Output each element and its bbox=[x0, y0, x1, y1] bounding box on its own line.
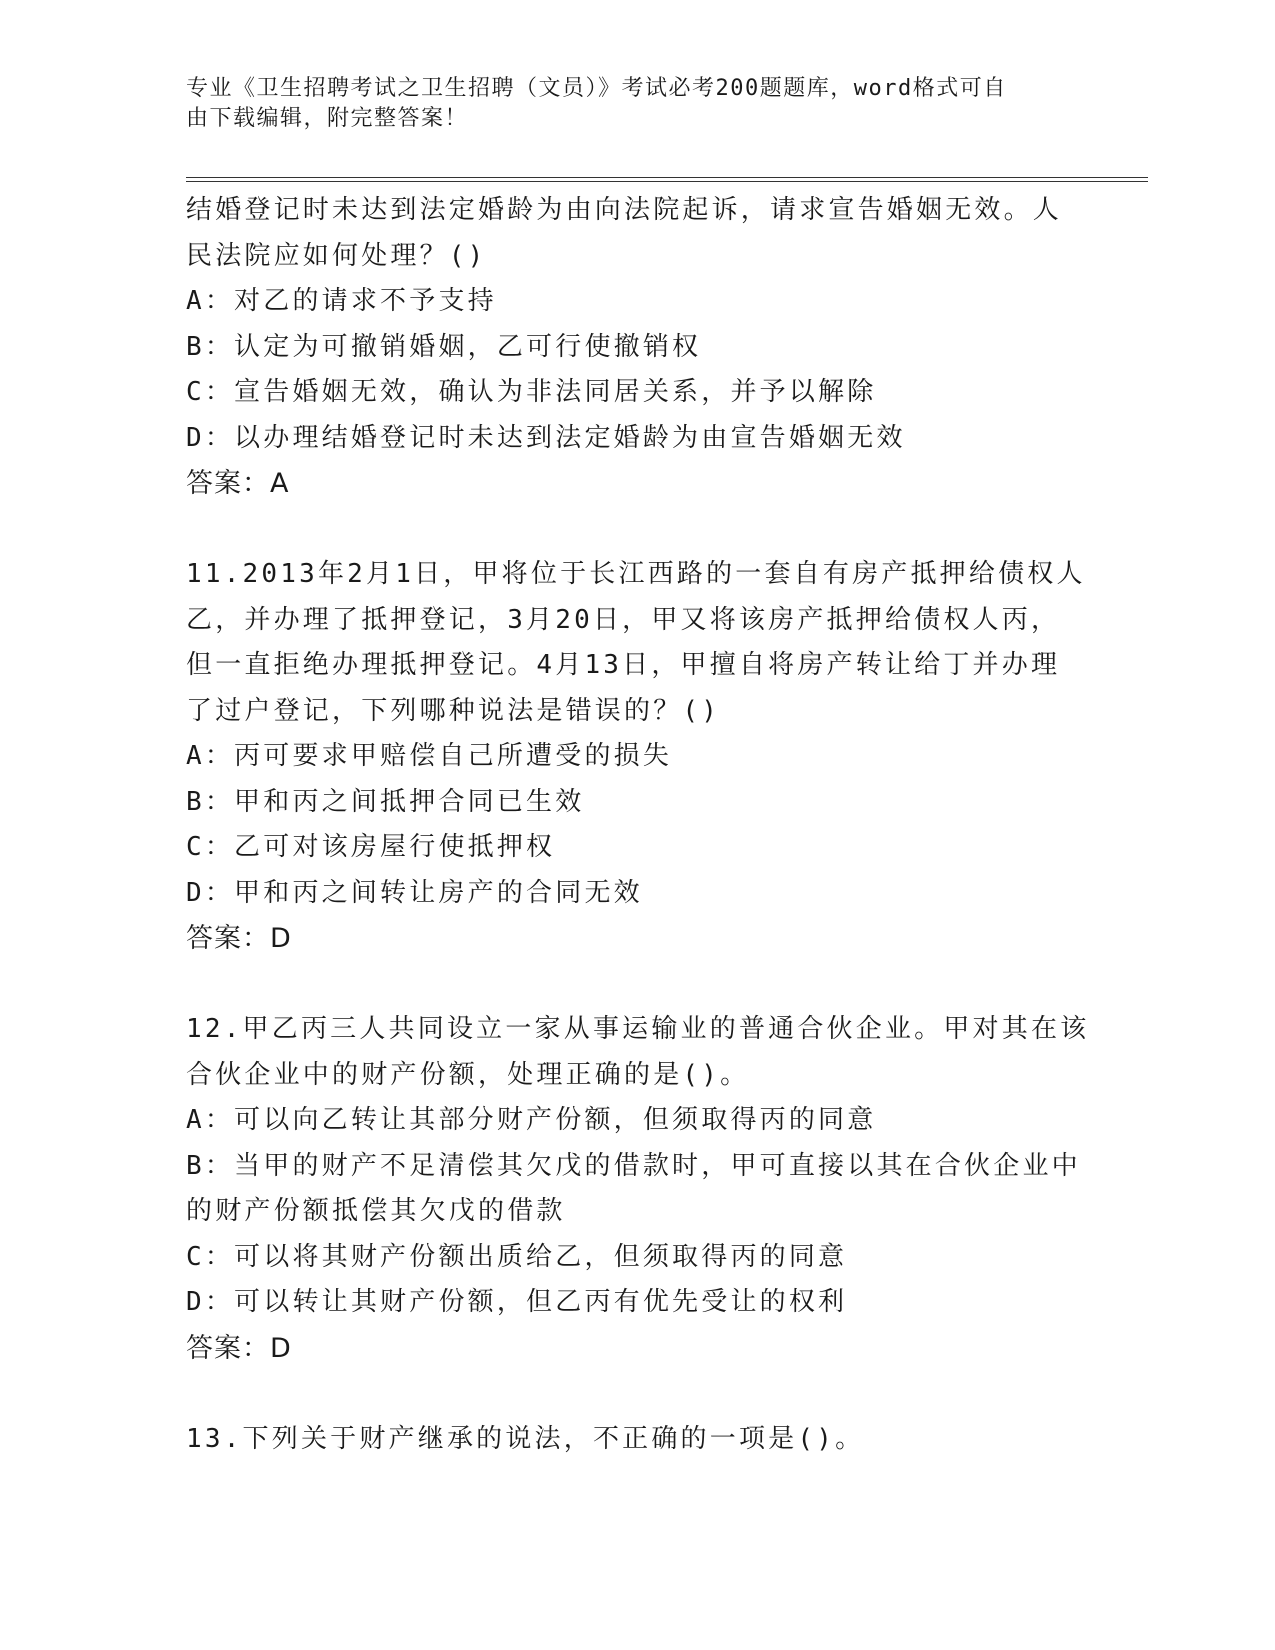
question-stem: 12.甲乙丙三人共同设立一家从事运输业的普通合伙企业。甲对其在该 bbox=[186, 1014, 1090, 1044]
question-stem: 了过户登记，下列哪种说法是错误的？() bbox=[186, 695, 721, 726]
header-line-2: 由下载编辑，附完整答案！ bbox=[186, 106, 469, 131]
option-b-continued: 的财产份额抵偿其欠戊的借款 bbox=[186, 1196, 566, 1226]
option-d: D：甲和丙之间转让房产的合同无效 bbox=[186, 877, 643, 908]
question-stem: 13.下列关于财产继承的说法，不正确的一项是()。 bbox=[186, 1423, 865, 1454]
question-list bbox=[186, 188, 1090, 1462]
question-stem: 结婚登记时未达到法定婚龄为由向法院起诉，请求宣告婚姻无效。人 bbox=[186, 195, 1063, 225]
option-c: C：乙可对该房屋行使抵押权 bbox=[186, 832, 556, 862]
header-divider bbox=[186, 177, 1148, 182]
option-a: A：对乙的请求不予支持 bbox=[186, 286, 497, 316]
question-stem: 乙，并办理了抵押登记，3月20日，甲又将该房产抵押给债权人丙， bbox=[186, 604, 1061, 635]
option-c: C：宣告婚姻无效，确认为非法同居关系，并予以解除 bbox=[186, 377, 877, 407]
option-a: A：可以向乙转让其部分财产份额，但须取得丙的同意 bbox=[186, 1105, 877, 1135]
option-b: B：当甲的财产不足清偿其欠戊的借款时，甲可直接以其在合伙企业中 bbox=[186, 1150, 1081, 1181]
spacer bbox=[186, 1371, 1086, 1417]
option-a: A：丙可要求甲赔偿自己所遭受的损失 bbox=[186, 741, 673, 771]
option-b: B：认定为可撤销婚姻，乙可行使撤销权 bbox=[186, 331, 702, 362]
option-d: D：可以转让其财产份额，但乙丙有优先受让的权利 bbox=[186, 1287, 848, 1317]
question-stem: 合伙企业中的财产份额，处理正确的是()。 bbox=[186, 1059, 750, 1090]
question-stem: 民法院应如何处理？() bbox=[186, 240, 487, 271]
question-stem: 但一直拒绝办理抵押登记。4月13日，甲擅自将房产转让给丁并办理 bbox=[186, 650, 1061, 680]
option-c: C：可以将其财产份额出质给乙，但须取得丙的同意 bbox=[186, 1241, 848, 1272]
question-stem: 11.2013年2月1日，甲将位于长江西路的一套自有房产抵押给债权人 bbox=[186, 559, 1086, 589]
answer-line: 答案：D bbox=[186, 923, 292, 954]
header-line-1: 专业《卫生招聘考试之卫生招聘（文员）》考试必考200题题库，word格式可自 bbox=[186, 76, 1007, 101]
question-13 bbox=[186, 1417, 1086, 1463]
document-header bbox=[186, 74, 1086, 134]
option-b: B：甲和丙之间抵押合同已生效 bbox=[186, 786, 585, 817]
option-d: D：以办理结婚登记时未达到法定婚龄为由宣告婚姻无效 bbox=[186, 422, 906, 453]
answer-line: 答案：A bbox=[186, 468, 290, 499]
answer-line: 答案：D bbox=[186, 1332, 292, 1364]
spacer bbox=[186, 962, 1086, 1008]
question-12 bbox=[186, 1007, 1090, 1371]
question-11 bbox=[186, 552, 1086, 962]
question-10 bbox=[186, 188, 1086, 507]
spacer bbox=[186, 507, 1086, 553]
